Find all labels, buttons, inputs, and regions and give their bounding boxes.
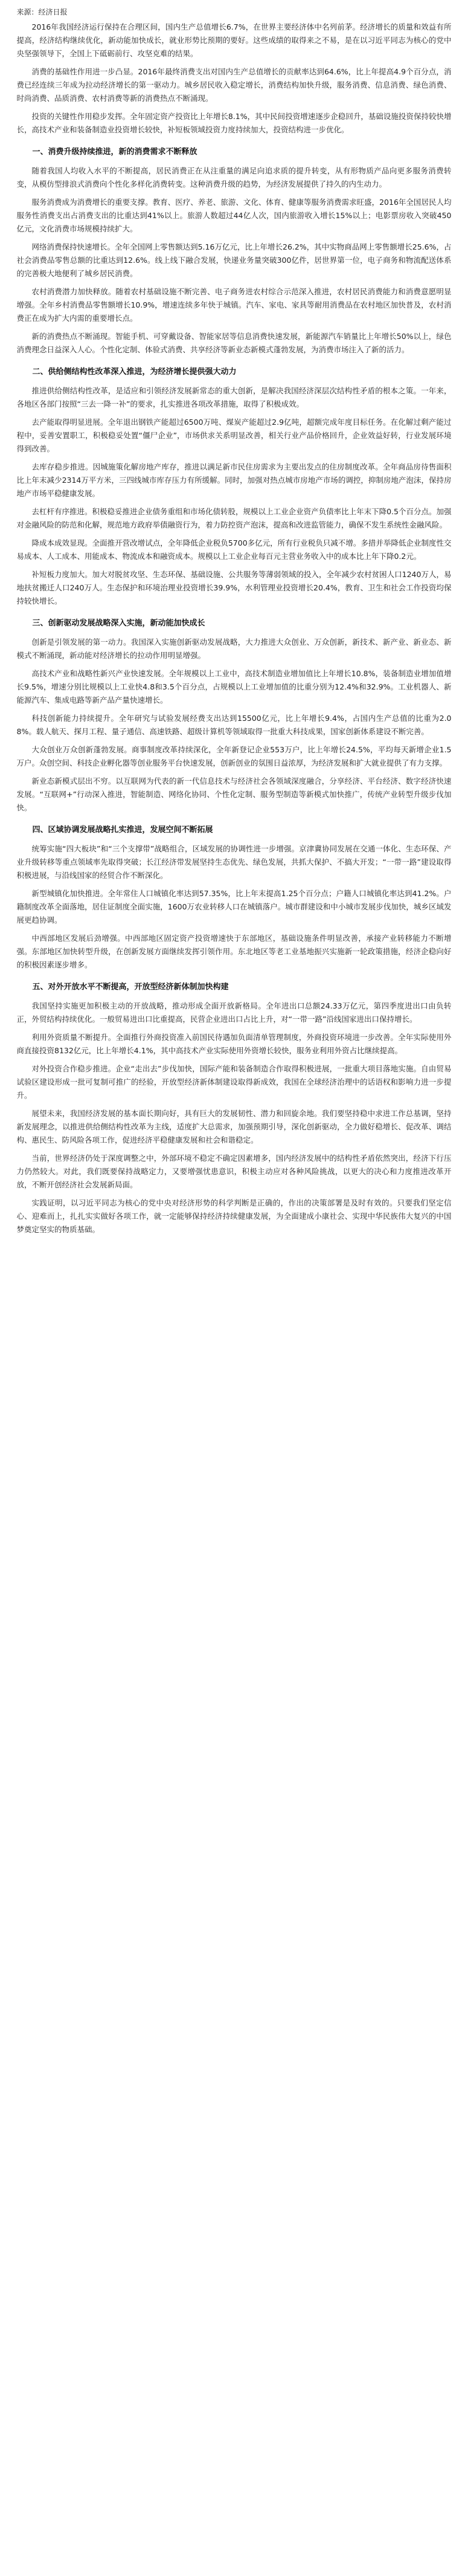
section-paragraph: 科技创新能力持续提升。全年研究与试验发展经费支出达到15500亿元，比上年增长9.4%，占国内生产总值的比重为2.08%。载人航天、探月工程、量子通信、高速铁路、超级计算机等领域取得一批重大科技成果，国家创新体系建设不断完善。 <box>16 714 452 736</box>
section-paragraph: 服务消费成为消费增长的重要支撑。教育、医疗、养老、旅游、文化、体育、健康等服务消费需求旺盛，2016年全国居民人均服务性消费支出占消费支出的比重达到41%以上。旅游人数超过44亿人次，国内旅游收入增长15%以上；电影票房收入突破450亿元，文化消费市场规模持续扩大。 <box>16 198 452 233</box>
section-paragraph: 去产能取得明显进展。全年退出钢铁产能超过6500万吨、煤炭产能超过2.9亿吨，超额完成年度目标任务。在化解过剩产能过程中，妥善安置职工，积极稳妥处置“僵尸企业”，市场供求关系明显改善，相关行业产品价格回升，企业效益好转，行业发展环境得到改善。 <box>16 418 452 453</box>
intro-paragraph: 消费的基础性作用进一步凸显。2016年最终消费支出对国内生产总值增长的贡献率达到64.6%，比上年提高4.9个百分点，消费已经连续三年成为拉动经济增长的第一驱动力。城乡居民收入稳定增长，消费结构加快升级，服务消费、信息消费、绿色消费、时尚消费、品质消费、农村消费等新的消费热点不断涌现。 <box>16 67 452 103</box>
section-paragraph: 去库存稳步推进。因城施策化解房地产库存，推进以满足新市民住房需求为主要出发点的住房制度改革。全年商品房待售面积比上年末减少2314万平方米，三四线城市库存压力有所缓解。同时，加强对热点城市房地产市场的调控，抑制房地产泡沫，保持房地产市场平稳健康发展。 <box>16 462 452 498</box>
closing-paragraph: 实践证明，以习近平同志为核心的党中央对经济形势的科学判断是正确的，作出的决策部署是及时有效的。只要我们坚定信心、迎难而上，扎扎实实做好各项工作，就一定能够保持经济持续健康发展，为全面建成小康社会、实现中华民族伟大复兴的中国梦奠定坚实的物质基础。 <box>16 1198 452 1234</box>
section-paragraph: 补短板力度加大。加大对脱贫攻坚、生态环保、基础设施、公共服务等薄弱领域的投入，全年减少农村贫困人口1240万人，易地扶贫搬迁人口240万人。生态保护和环境治理业投资增长39.9%，水利管理业投资增长20.4%，教育、卫生和社会工作投资均保持较快增长。 <box>16 570 452 605</box>
section-paragraph: 利用外资质量不断提升。全面推行外商投资准入前国民待遇加负面清单管理制度，外商投资环境进一步改善。全年实际使用外商直接投资8132亿元，比上年增长4.1%，其中高技术产业实际使用外资增长较快，服务业利用外资占比继续提高。 <box>16 1033 452 1055</box>
section-consumption <box>17 145 452 357</box>
section-paragraph: 推进供给侧结构性改革，是适应和引领经济发展新常态的重大创新，是解决我国经济深层次结构性矛盾的根本之策。一年来，各地区各部门按照“三去一降一补”的要求，扎实推进各项改革措施，取得了积极成效。 <box>16 386 452 408</box>
section-innovation <box>17 616 452 815</box>
section-heading: 五、对外开放水平不断提高，开放型经济新体制加快构建 <box>32 983 229 992</box>
section-paragraph: 随着我国人均收入水平的不断提高，居民消费正在从注重量的满足向追求质的提升转变，从有形物质产品向更多服务消费转变，从模仿型排浪式消费向个性化多样化消费转变。这种消费升级的趋势，为经济发展提供了持久的内生动力。 <box>16 166 452 189</box>
section-heading: 四、区域协调发展战略扎实推进，发展空间不断拓展 <box>32 825 213 834</box>
section-paragraph: 降成本成效显现。全面推开营改增试点，全年降低企业税负5700多亿元，所有行业税负只减不增。多措并举降低企业制度性交易成本、人工成本、用能成本、物流成本和融资成本。规模以上工业企业每百元主营业务收入中的成本比上年下降0.2元。 <box>16 538 452 561</box>
section-paragraph: 去杠杆有序推进。积极稳妥推进企业债务重组和市场化债转股，规模以上工业企业资产负债率比上年末下降0.5个百分点。加强对金融风险的防范和化解，规范地方政府举债融资行为，着力防控资产泡沫，提高和改进监管能力，确保不发生系统性金融风险。 <box>16 507 452 529</box>
closing-paragraph: 当前，世界经济仍处于深度调整之中，外部环境不稳定不确定因素增多，国内经济发展中的结构性矛盾依然突出，经济下行压力仍然较大。对此，我们既要保持战略定力，又要增强忧患意识，积极主动应对各种风险挑战，以更大的决心和力度推进改革开放，不断开创经济社会发展新局面。 <box>16 1154 452 1189</box>
section-paragraph: 中西部地区发展后劲增强。中西部地区固定资产投资增速快于东部地区，基础设施条件明显改善，承接产业转移能力不断增强。东部地区加快转型升级，在创新发展方面继续发挥引领作用。东北地区等老工业基地振兴实施新一轮政策措施，经济企稳向好的积极因素逐步增多。 <box>16 934 452 969</box>
intro-paragraph: 投资的关键性作用稳步发挥。全年固定资产投资比上年增长8.1%，其中民间投资增速逐步企稳回升，基础设施投资保持较快增长，高技术产业和装备制造业投资增长较快，补短板领域投资力度持续加大，投资结构进一步优化。 <box>16 112 452 134</box>
section-heading: 一、消费升级持续推进，新的消费需求不断释放 <box>32 147 197 157</box>
section-paragraph: 我国坚持实施更加积极主动的开放战略，推动形成全面开放新格局。全年进出口总额24.33万亿元，第四季度进出口由负转正，外贸结构持续优化。一般贸易进出口比重提高，民营企业进出口占比上升，对“一带一路”沿线国家进出口保持增长。 <box>16 1001 452 1024</box>
intro-block <box>17 21 452 137</box>
section-paragraph: 新型城镇化加快推进。全年常住人口城镇化率达到57.35%，比上年末提高1.25个百分点；户籍人口城镇化率达到41.2%。户籍制度改革全面落地，居住证制度全面实施，1600万农业转移人口在城镇落户。城市群建设和中小城市发展步伐加快，城乡区域发展更趋协调。 <box>16 889 452 925</box>
section-opening-up <box>17 980 452 1102</box>
section-heading: 三、创新驱动发展战略深入实施，新动能加快成长 <box>32 619 205 628</box>
source-line: 来源：经济日报 <box>16 8 68 16</box>
section-paragraph: 高技术产业和战略性新兴产业快速发展。全年规模以上工业中，高技术制造业增加值比上年增长10.8%，装备制造业增加值增长9.5%，增速分别比规模以上工业快4.8和3.5个百分点，占规模以上工业增加值的比重分别为12.4%和32.9%。工业机器人、新能源汽车、集成电路等新产品产量快速增长。 <box>16 669 452 705</box>
section-paragraph: 统筹实施“四大板块”和“三个支撑带”战略组合，区域发展的协调性进一步增强。京津冀协同发展在交通一体化、生态环保、产业升级转移等重点领域率先取得突破；长江经济带发展坚持生态优先、绿色发展，共抓大保护、不搞大开发；“一带一路”建设取得积极进展，与沿线国家的经贸合作不断深化。 <box>16 844 452 880</box>
section-paragraph: 对外投资合作稳步推进。企业“走出去”步伐加快，国际产能和装备制造合作取得积极进展，一批重大项目落地实施。自由贸易试验区建设形成一批可复制可推广的经验，开放型经济新体制建设取得新成效，我国在全球经济治理中的话语权和影响力进一步提升。 <box>16 1064 452 1100</box>
section-paragraph: 大众创业万众创新蓬勃发展。商事制度改革持续深化，全年新登记企业553万户，比上年增长24.5%，平均每天新增企业1.5万户。众创空间、科技企业孵化器等创业服务平台快速发展，创新创业的氛围日益浓厚，为经济发展和扩大就业提供了有力支撑。 <box>16 745 452 767</box>
closing-block <box>17 1107 452 1236</box>
article <box>17 0 452 1236</box>
section-paragraph: 农村消费潜力加快释放。随着农村基础设施不断完善、电子商务进农村综合示范深入推进，农村居民消费能力和消费意愿明显增强。全年乡村消费品零售额增长10.9%，增速连续多年快于城镇。汽车、家电、家具等耐用消费品在农村地区加快普及，农村消费正在成为扩大内需的重要增长点。 <box>16 287 452 323</box>
section-heading: 二、供给侧结构性改革深入推进，为经济增长提供强大动力 <box>32 367 237 376</box>
section-paragraph: 新的消费热点不断涌现。智能手机、可穿戴设备、智能家居等信息消费快速发展，新能源汽车销量比上年增长50%以上，绿色消费理念日益深入人心。个性化定制、体验式消费、共享经济等新业态新模式蓬勃发展，为消费市场注入了新的活力。 <box>16 332 452 354</box>
section-paragraph: 创新是引领发展的第一动力。我国深入实施创新驱动发展战略，大力推进大众创业、万众创新，新技术、新产业、新业态、新模式不断涌现，新动能对经济增长的拉动作用明显增强。 <box>16 638 452 660</box>
intro-paragraph: 2016年我国经济运行保持在合理区间，国内生产总值增长6.7%，在世界主要经济体中名列前茅。经济增长的质量和效益有所提高，经济结构继续优化，新动能加快成长，就业形势比预期的要好。这些成绩的取得来之不易，是在以习近平同志为核心的党中央坚强领导下，全国上下砥砺前行、攻坚克难的结果。 <box>16 22 452 58</box>
section-paragraph: 新业态新模式层出不穷。以互联网为代表的新一代信息技术与经济社会各领域深度融合，分享经济、平台经济、数字经济快速发展。“互联网+”行动深入推进，智能制造、网络化协同、个性化定制、服务型制造等新模式加快推广，传统产业转型升级步伐加快。 <box>16 776 452 812</box>
section-regional-development <box>17 823 452 972</box>
closing-paragraph: 展望未来，我国经济发展的基本面长期向好，具有巨大的发展韧性、潜力和回旋余地。我们要坚持稳中求进工作总基调，坚持新发展理念，以推进供给侧结构性改革为主线，适度扩大总需求，加强预期引导，深化创新驱动，全力做好稳增长、促改革、调结构、惠民生、防风险各项工作，促进经济平稳健康发展和社会和谐稳定。 <box>16 1109 452 1144</box>
section-supply-side-reform <box>17 365 452 608</box>
section-paragraph: 网络消费保持快速增长。全年全国网上零售额达到5.16万亿元，比上年增长26.2%，其中实物商品网上零售额增长25.6%，占社会消费品零售总额的比重达到12.6%。线上线下融合发展，快递业务量突破300亿件，居世界第一位，电子商务和物流配送体系的完善极大地便利了城乡居民消费。 <box>16 242 452 278</box>
